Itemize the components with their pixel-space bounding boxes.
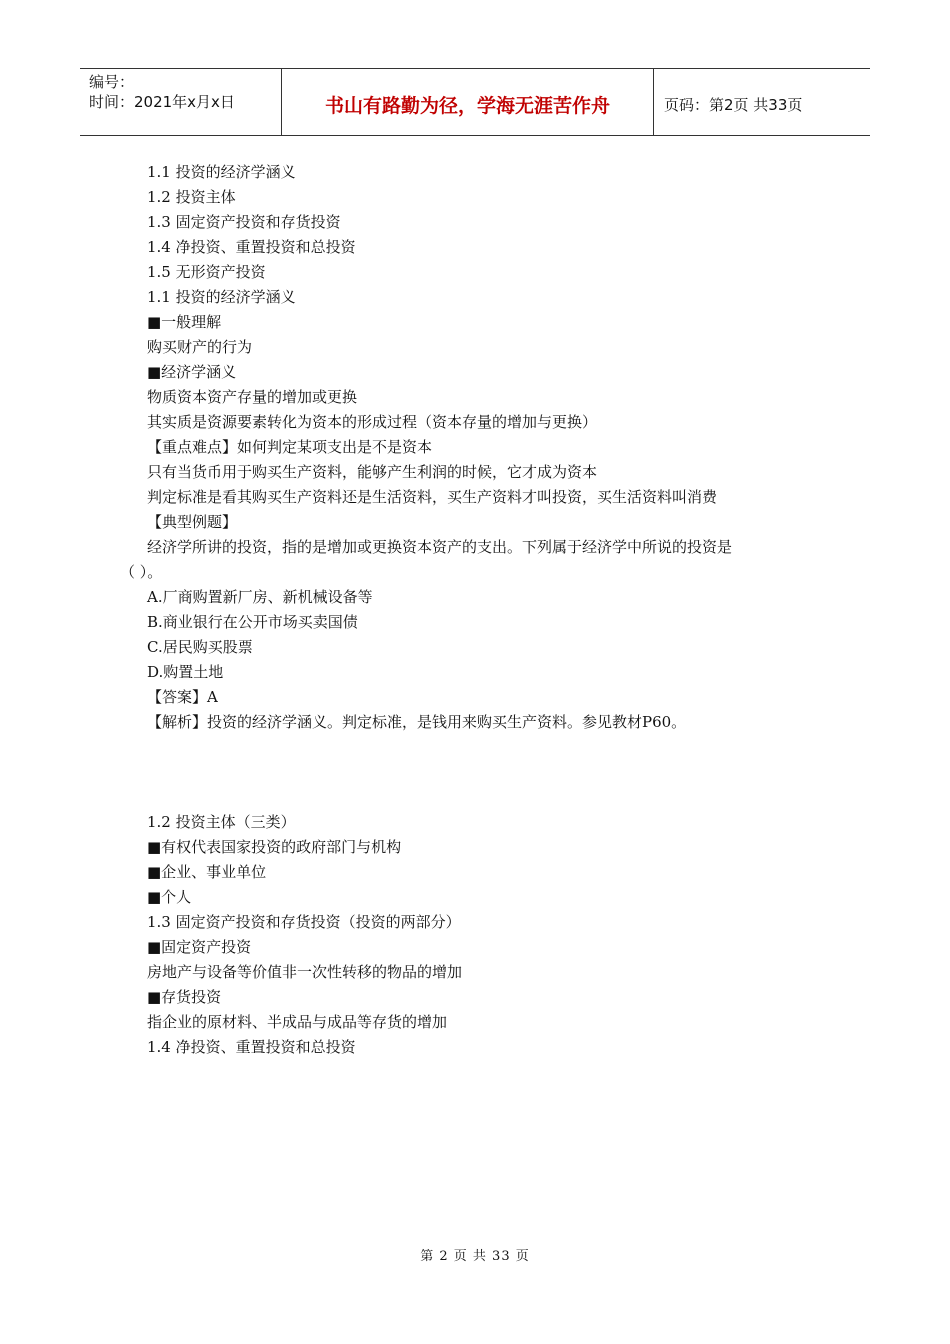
text-line: 【答案】A — [147, 688, 218, 706]
text-line: 1.2 投资主体 — [147, 188, 236, 206]
text-line: 1.2 投资主体（三类） — [147, 813, 296, 831]
document-date-label: 时间：2021年x月x日 — [89, 93, 235, 111]
text-line: 物质资本资产存量的增加或更换 — [147, 388, 358, 406]
text-line: ■经济学涵义 — [147, 363, 237, 381]
text-line: ■存货投资 — [147, 988, 222, 1006]
text-line: 其实质是资源要素转化为资本的形成过程（资本存量的增加与更换） — [147, 413, 598, 431]
text-line: 1.3 固定资产投资和存货投资 — [147, 213, 341, 231]
page-footer: 第 2 页 共 33 页 — [420, 1249, 530, 1264]
question-tail: （ ）。 — [120, 563, 163, 581]
text-line: 1.4 净投资、重置投资和总投资 — [147, 1038, 356, 1056]
body-block-answers — [147, 585, 827, 735]
text-line: C.居民购买股票 — [147, 638, 253, 656]
text-line: ■固定资产投资 — [147, 938, 252, 956]
text-line: 1.4 净投资、重置投资和总投资 — [147, 238, 356, 256]
text-line: B.商业银行在公开市场买卖国债 — [147, 613, 358, 631]
text-line: 1.1 投资的经济学涵义 — [147, 288, 296, 306]
text-line: 1.5 无形资产投资 — [147, 263, 266, 281]
text-line: ■个人 — [147, 888, 192, 906]
text-line: 房地产与设备等价值非一次性转移的物品的增加 — [147, 963, 463, 981]
text-line: 【重点难点】如何判定某项支出是不是资本 — [147, 438, 433, 456]
text-line: 指企业的原材料、半成品与成品等存货的增加 — [147, 1013, 448, 1031]
text-line: 判定标准是看其购买生产资料还是生活资料，买生产资料才叫投资，买生活资料叫消费 — [147, 488, 718, 506]
header-page-number: 页码：第2页 共33页 — [664, 95, 803, 114]
text-line: ■企业、事业单位 — [147, 863, 267, 881]
document-number-label: 编号： — [89, 73, 135, 91]
header-meta-cell — [80, 69, 282, 135]
body-block-topics — [147, 810, 827, 1060]
text-line: 【解析】投资的经济学涵义。判定标准，是钱用来购买生产资料。参见教材P60。 — [147, 713, 687, 731]
text-line: ■一般理解 — [147, 313, 222, 331]
text-line: 只有当货币用于购买生产资料，能够产生利润的时候，它才成为资本 — [147, 463, 598, 481]
text-line: D.购置土地 — [147, 663, 224, 681]
text-line: 【典型例题】 — [147, 513, 238, 531]
body-block-outline — [147, 160, 827, 560]
text-line: 购买财产的行为 — [147, 338, 253, 356]
text-line: 1.1 投资的经济学涵义 — [147, 163, 296, 181]
header-motto: 书山有路勤为径，学海无涯苦作舟 — [282, 69, 654, 135]
document-body — [120, 160, 827, 1060]
section-gap — [147, 735, 827, 810]
page-header — [80, 68, 870, 136]
text-line: A.厂商购置新厂房、新机械设备等 — [147, 588, 373, 606]
text-line: 1.3 固定资产投资和存货投资（投资的两部分） — [147, 913, 461, 931]
text-line: 经济学所讲的投资，指的是增加或更换资本资产的支出。下列属于经济学中所说的投资是 — [147, 538, 733, 556]
text-line: ■有权代表国家投资的政府部门与机构 — [147, 838, 402, 856]
